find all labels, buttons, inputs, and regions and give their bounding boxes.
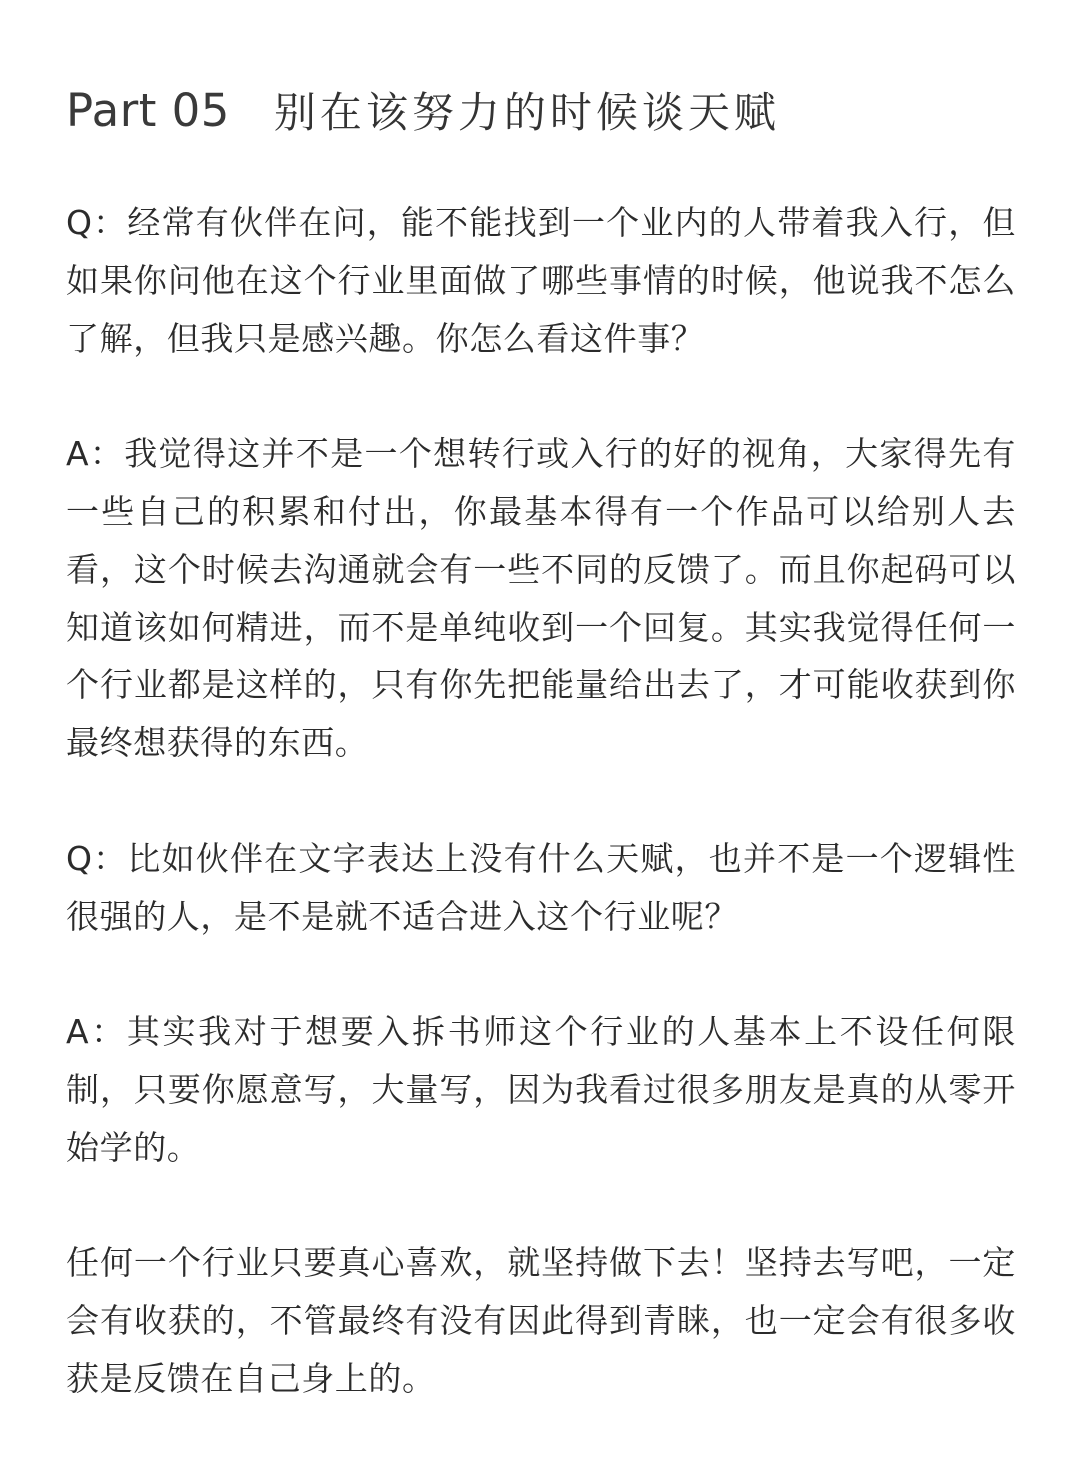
article-body: [66, 194, 1016, 1466]
section-title: 别在该努力的时候谈天赋: [273, 88, 780, 137]
answer-paragraph: A：我觉得这并不是一个想转行或入行的好的视角，大家得先有一些自己的积累和付出，你最基本得有一个作品可以给别人去看，这个时候去沟通就会有一些不同的反馈了。而且你起码可以知道该如何精进，而不是单纯收到一个回复。其实我觉得任何一个行业都是这样的，只有你先把能量给出去了，才可能收获到你最终想获得的东西。: [66, 434, 1016, 763]
answer-paragraph: A：其实我对于想要入拆书师这个行业的人基本上不设任何限制，只要你愿意写，大量写，因为我看过很多朋友是真的从零开始学的。: [66, 1012, 1016, 1167]
part-number: Part 05: [66, 83, 230, 137]
section-header: [66, 78, 780, 142]
closing-paragraph: 任何一个行业只要真心喜欢，就坚持做下去！坚持去写吧，一定会有收获的，不管最终有没有因此得到青睐，也一定会有很多收获是反馈在自己身上的。: [66, 1243, 1016, 1398]
question-paragraph: Q：经常有伙伴在问，能不能找到一个业内的人带着我入行，但如果你问他在这个行业里面做了哪些事情的时候，他说我不怎么了解，但我只是感兴趣。你怎么看这件事？: [66, 203, 1016, 358]
question-paragraph: Q：比如伙伴在文字表达上没有什么天赋，也并不是一个逻辑性很强的人，是不是就不适合进入这个行业呢？: [66, 838, 1016, 936]
